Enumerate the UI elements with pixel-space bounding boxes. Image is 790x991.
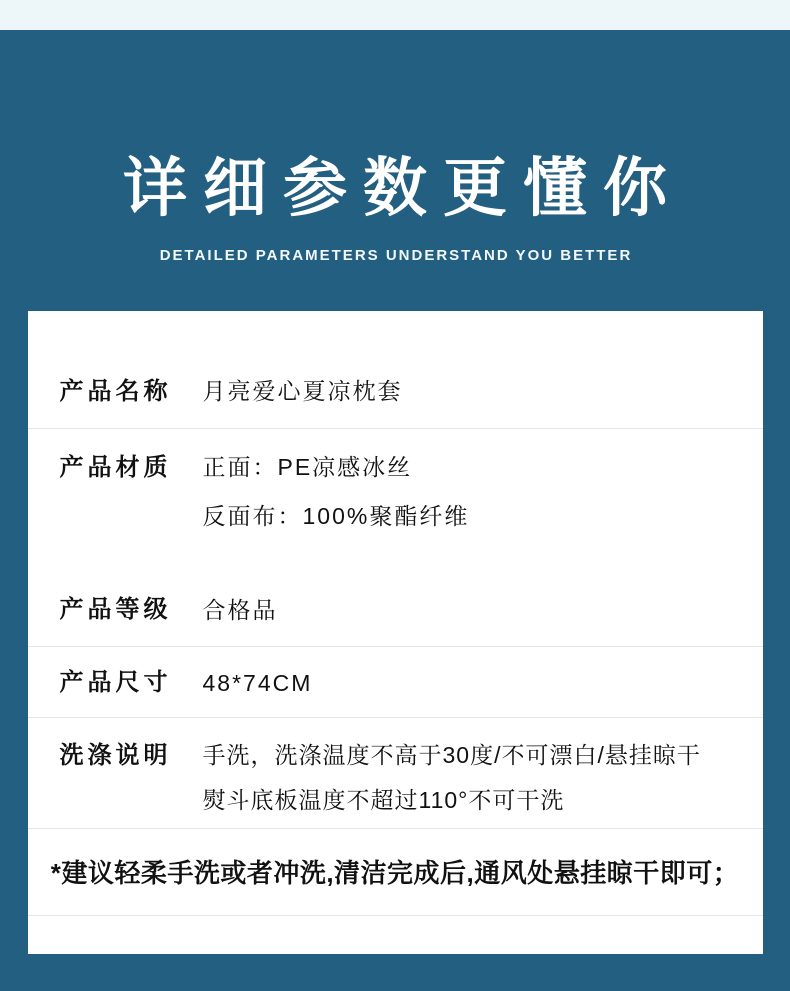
spec-row-material <box>28 429 763 541</box>
spec-value-product-name: 月亮爱心夏凉枕套 <box>202 378 403 404</box>
spec-card <box>28 311 763 954</box>
spec-label-grade: 产品等级 <box>59 596 172 623</box>
care-note: *建议轻柔手洗或者冲洗,清洁完成后,通风处悬挂晾干即可； <box>28 829 763 916</box>
spec-label-product-name: 产品名称 <box>59 378 172 405</box>
spec-row-washing <box>28 718 763 829</box>
spec-label-size: 产品尺寸 <box>59 669 172 696</box>
spec-row-product-name <box>28 311 763 429</box>
spec-row-grade <box>28 541 763 647</box>
page-title: 详细参数更懂你 <box>123 152 683 224</box>
hero-banner <box>0 30 790 264</box>
card-bottom-padding <box>28 916 763 954</box>
spec-row-size <box>28 647 763 718</box>
spec-label-material: 产品材质 <box>59 454 172 481</box>
spec-value-washing-line1: 手洗，洗涤温度不高于30度/不可漂白/悬挂晾干 <box>202 742 701 768</box>
spec-value-washing-line2: 熨斗底板温度不超过110°不可干洗 <box>202 787 565 813</box>
spec-value-grade: 合格品 <box>202 597 278 623</box>
page-subtitle: DETAILED PARAMETERS UNDERSTAND YOU BETTER <box>159 247 633 264</box>
spec-value-size: 48*74CM <box>202 670 313 696</box>
top-strip <box>0 0 790 30</box>
spec-label-washing: 洗涤说明 <box>59 742 172 769</box>
spec-value-material-back: 反面布：100%聚酯纤维 <box>202 503 470 529</box>
spec-value-material-front: 正面：PE凉感冰丝 <box>202 454 413 480</box>
spec-value-material <box>203 443 745 541</box>
spec-value-washing <box>203 733 745 823</box>
